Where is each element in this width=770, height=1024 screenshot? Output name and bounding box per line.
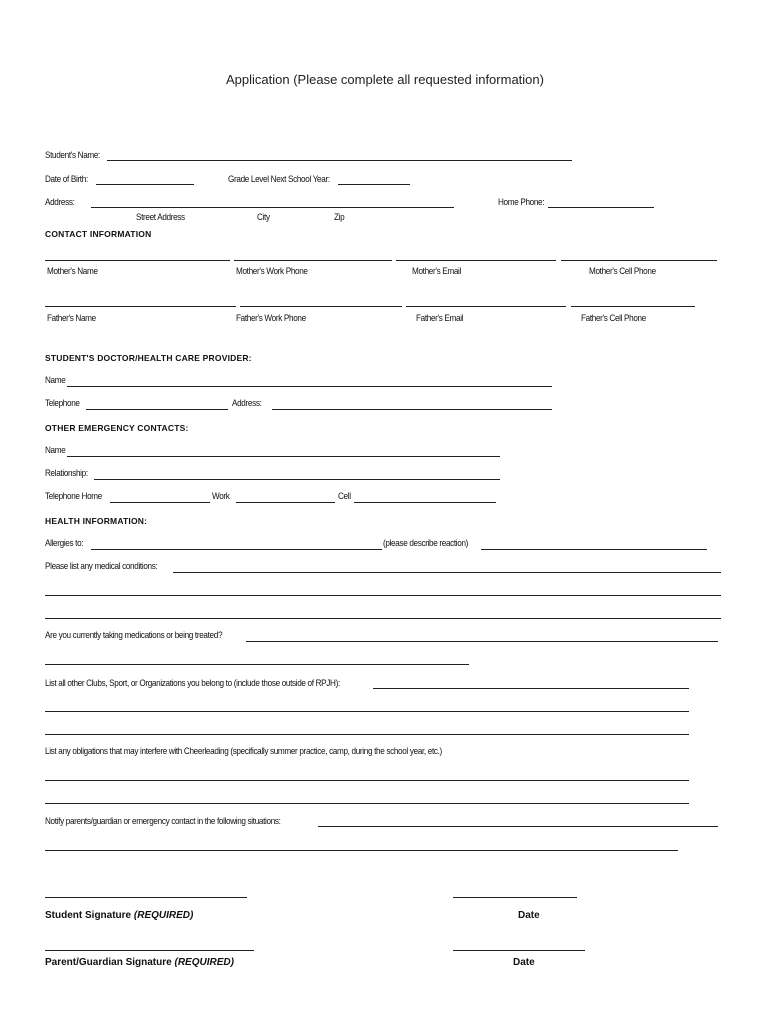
city-caption: City [257,212,270,223]
clubs-label: List all other Clubs, Sport, or Organizations you belong to (include those outside of RPJH): [45,678,340,689]
doctor-name-field[interactable] [67,386,552,387]
student-signature-field[interactable] [45,897,247,898]
parent-date-field[interactable] [453,950,585,951]
allergies-field[interactable] [91,549,382,550]
dob-label: Date of Birth: [45,174,88,185]
father-work-caption: Father's Work Phone [236,313,306,324]
mother-work-caption: Mother's Work Phone [236,266,308,277]
cell-field[interactable] [354,502,496,503]
mother-cell-caption: Mother's Cell Phone [589,266,656,277]
contact-info-heading: CONTACT INFORMATION [45,229,152,239]
father-email-field[interactable] [406,306,566,307]
emergency-heading: OTHER EMERGENCY CONTACTS: [45,423,189,433]
parent-signature-label: Parent/Guardian Signature (REQUIRED) [45,957,234,968]
doctor-address-label: Address: [232,398,262,409]
doctor-telephone-field[interactable] [86,409,228,410]
medical-conditions-field[interactable] [173,572,721,573]
clubs-line-3[interactable] [45,734,689,735]
reaction-field[interactable] [481,549,707,550]
home-phone-label: Home Phone: [498,197,545,208]
work-label: Work [212,491,230,502]
street-address-caption: Street Address [136,212,185,223]
student-date-label: Date [518,910,540,921]
health-heading: HEALTH INFORMATION: [45,516,148,526]
student-date-field[interactable] [453,897,577,898]
address-label: Address: [45,197,75,208]
medications-field[interactable] [246,641,718,642]
home-phone-field[interactable] [548,207,654,208]
mother-cell-field[interactable] [561,260,717,261]
father-name-field[interactable] [45,306,236,307]
student-name-label: Student's Name: [45,150,100,161]
parent-signature-field[interactable] [45,950,254,951]
doctor-address-field[interactable] [272,409,552,410]
parent-date-label: Date [513,957,535,968]
doctor-name-label: Name [45,375,66,386]
clubs-line-2[interactable] [45,711,689,712]
zip-caption: Zip [334,212,345,223]
father-cell-field[interactable] [571,306,695,307]
notify-line-2[interactable] [45,850,678,851]
parent-signature-required: (REQUIRED) [174,957,234,968]
dob-field[interactable] [96,184,194,185]
emergency-name-field[interactable] [67,456,500,457]
obligations-line-2[interactable] [45,803,689,804]
obligations-line-1[interactable] [45,780,689,781]
allergies-label: Allergies to: [45,538,84,549]
page-title: Application (Please complete all requested information) [226,72,544,87]
tel-home-field[interactable] [110,502,210,503]
obligations-label: List any obligations that may interfere with Cheerleading (specifically summer practice, camp, during the school year, etc.) [45,746,442,757]
medications-label: Are you currently taking medications or being treated? [45,630,223,641]
reaction-label: (please describe reaction) [383,538,469,549]
mother-work-field[interactable] [234,260,392,261]
cell-label: Cell [338,491,351,502]
doctor-telephone-label: Telephone [45,398,80,409]
mother-name-caption: Mother's Name [47,266,98,277]
student-signature-required: (REQUIRED) [133,910,194,921]
father-name-caption: Father's Name [47,313,96,324]
medical-conditions-line-2[interactable] [45,595,721,596]
work-field[interactable] [236,502,335,503]
medical-conditions-label: Please list any medical conditions: [45,561,158,572]
notify-label: Notify parents/guardian or emergency contact in the following situations: [45,816,281,827]
mother-email-field[interactable] [396,260,556,261]
relationship-label: Relationship: [45,468,88,479]
father-work-field[interactable] [240,306,402,307]
clubs-field[interactable] [373,688,689,689]
notify-field[interactable] [318,826,718,827]
medical-conditions-line-3[interactable] [45,618,721,619]
father-email-caption: Father's Email [416,313,464,324]
mother-name-field[interactable] [45,260,230,261]
emergency-name-label: Name [45,445,66,456]
relationship-field[interactable] [94,479,500,480]
grade-field[interactable] [338,184,410,185]
grade-label: Grade Level Next School Year: [228,174,330,185]
medications-line-2[interactable] [45,664,469,665]
tel-home-label: Telephone Home [45,491,102,502]
mother-email-caption: Mother's Email [412,266,461,277]
address-field[interactable] [91,207,454,208]
student-signature-label: Student Signature (REQUIRED) [45,910,194,921]
father-cell-caption: Father's Cell Phone [581,313,646,324]
student-name-field[interactable] [107,160,572,161]
doctor-heading: STUDENT'S DOCTOR/HEALTH CARE PROVIDER: [45,353,252,363]
